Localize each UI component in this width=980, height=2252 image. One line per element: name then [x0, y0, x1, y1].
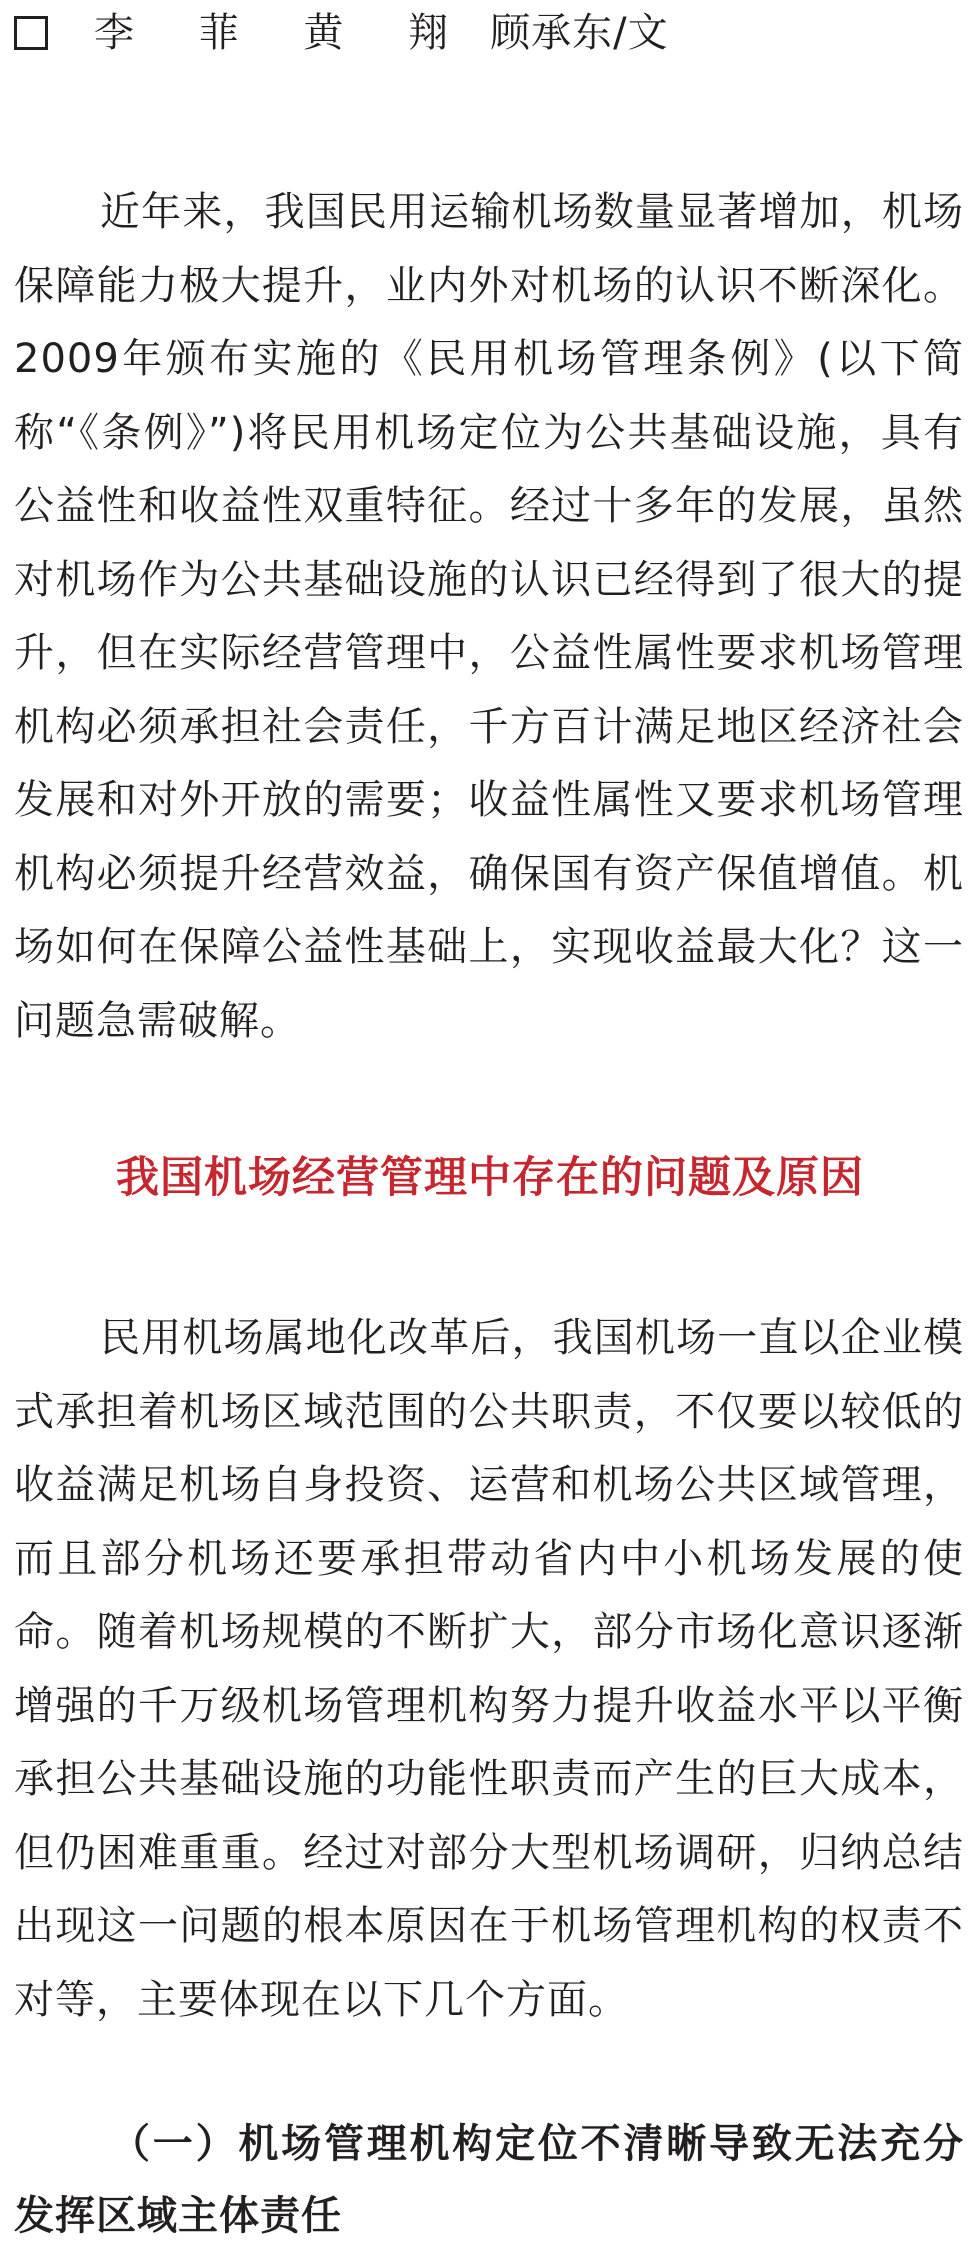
- intro-paragraph: 近年来，我国民用运输机场数量显著增加，机场保障能力极大提升，业内外对机场的认识不断深化。2009年颁布实施的《民用机场管理条例》(以下简称“《条例》”)将民用机场定位为公共基础设施，具有公益性和收益性双重特征。经过十多年的发展，虽然对机场作为公共基础设施的认识已经得到了很大的提升，但在实际经营管理中，公益性属性要求机场管理机构必须承担社会责任，千方百计满足地区经济社会发展和对外开放的需要；收益性属性又要求机场管理机构必须提升经营效益，确保国有资产保值增值。机场如何在保障公益性基础上，实现收益最大化？这一问题急需破解。: [14, 189, 964, 1044]
- body-paragraph: 民用机场属地化改革后，我国机场一直以企业模式承担着机场区域范围的公共职责，不仅要以较低的收益满足机场自身投资、运营和机场公共区域管理，而且部分机场还要承担带动省内中小机场发展的使命。随着机场规模的不断扩大，部分市场化意识逐渐增强的千万级机场管理机构努力提升收益水平以平衡承担公共基础设施的功能性职责而产生的巨大成本，但仍困难重重。经过对部分大型机场调研，归纳总结出现这一问题的根本原因在于机场管理机构的权责不对等，主要体现在以下几个方面。: [14, 1315, 964, 2023]
- author-names: 李 菲 黄 翔: [94, 10, 475, 56]
- square-outline-icon: [14, 16, 48, 50]
- subheading: （一）机场管理机构定位不清晰导致无法充分发挥区域主体责任: [14, 2121, 964, 2239]
- section-title: 我国机场经营管理中存在的问题及原因: [116, 1153, 864, 1203]
- author-org: 顾承东/文: [490, 10, 669, 56]
- byline: [14, 4, 669, 62]
